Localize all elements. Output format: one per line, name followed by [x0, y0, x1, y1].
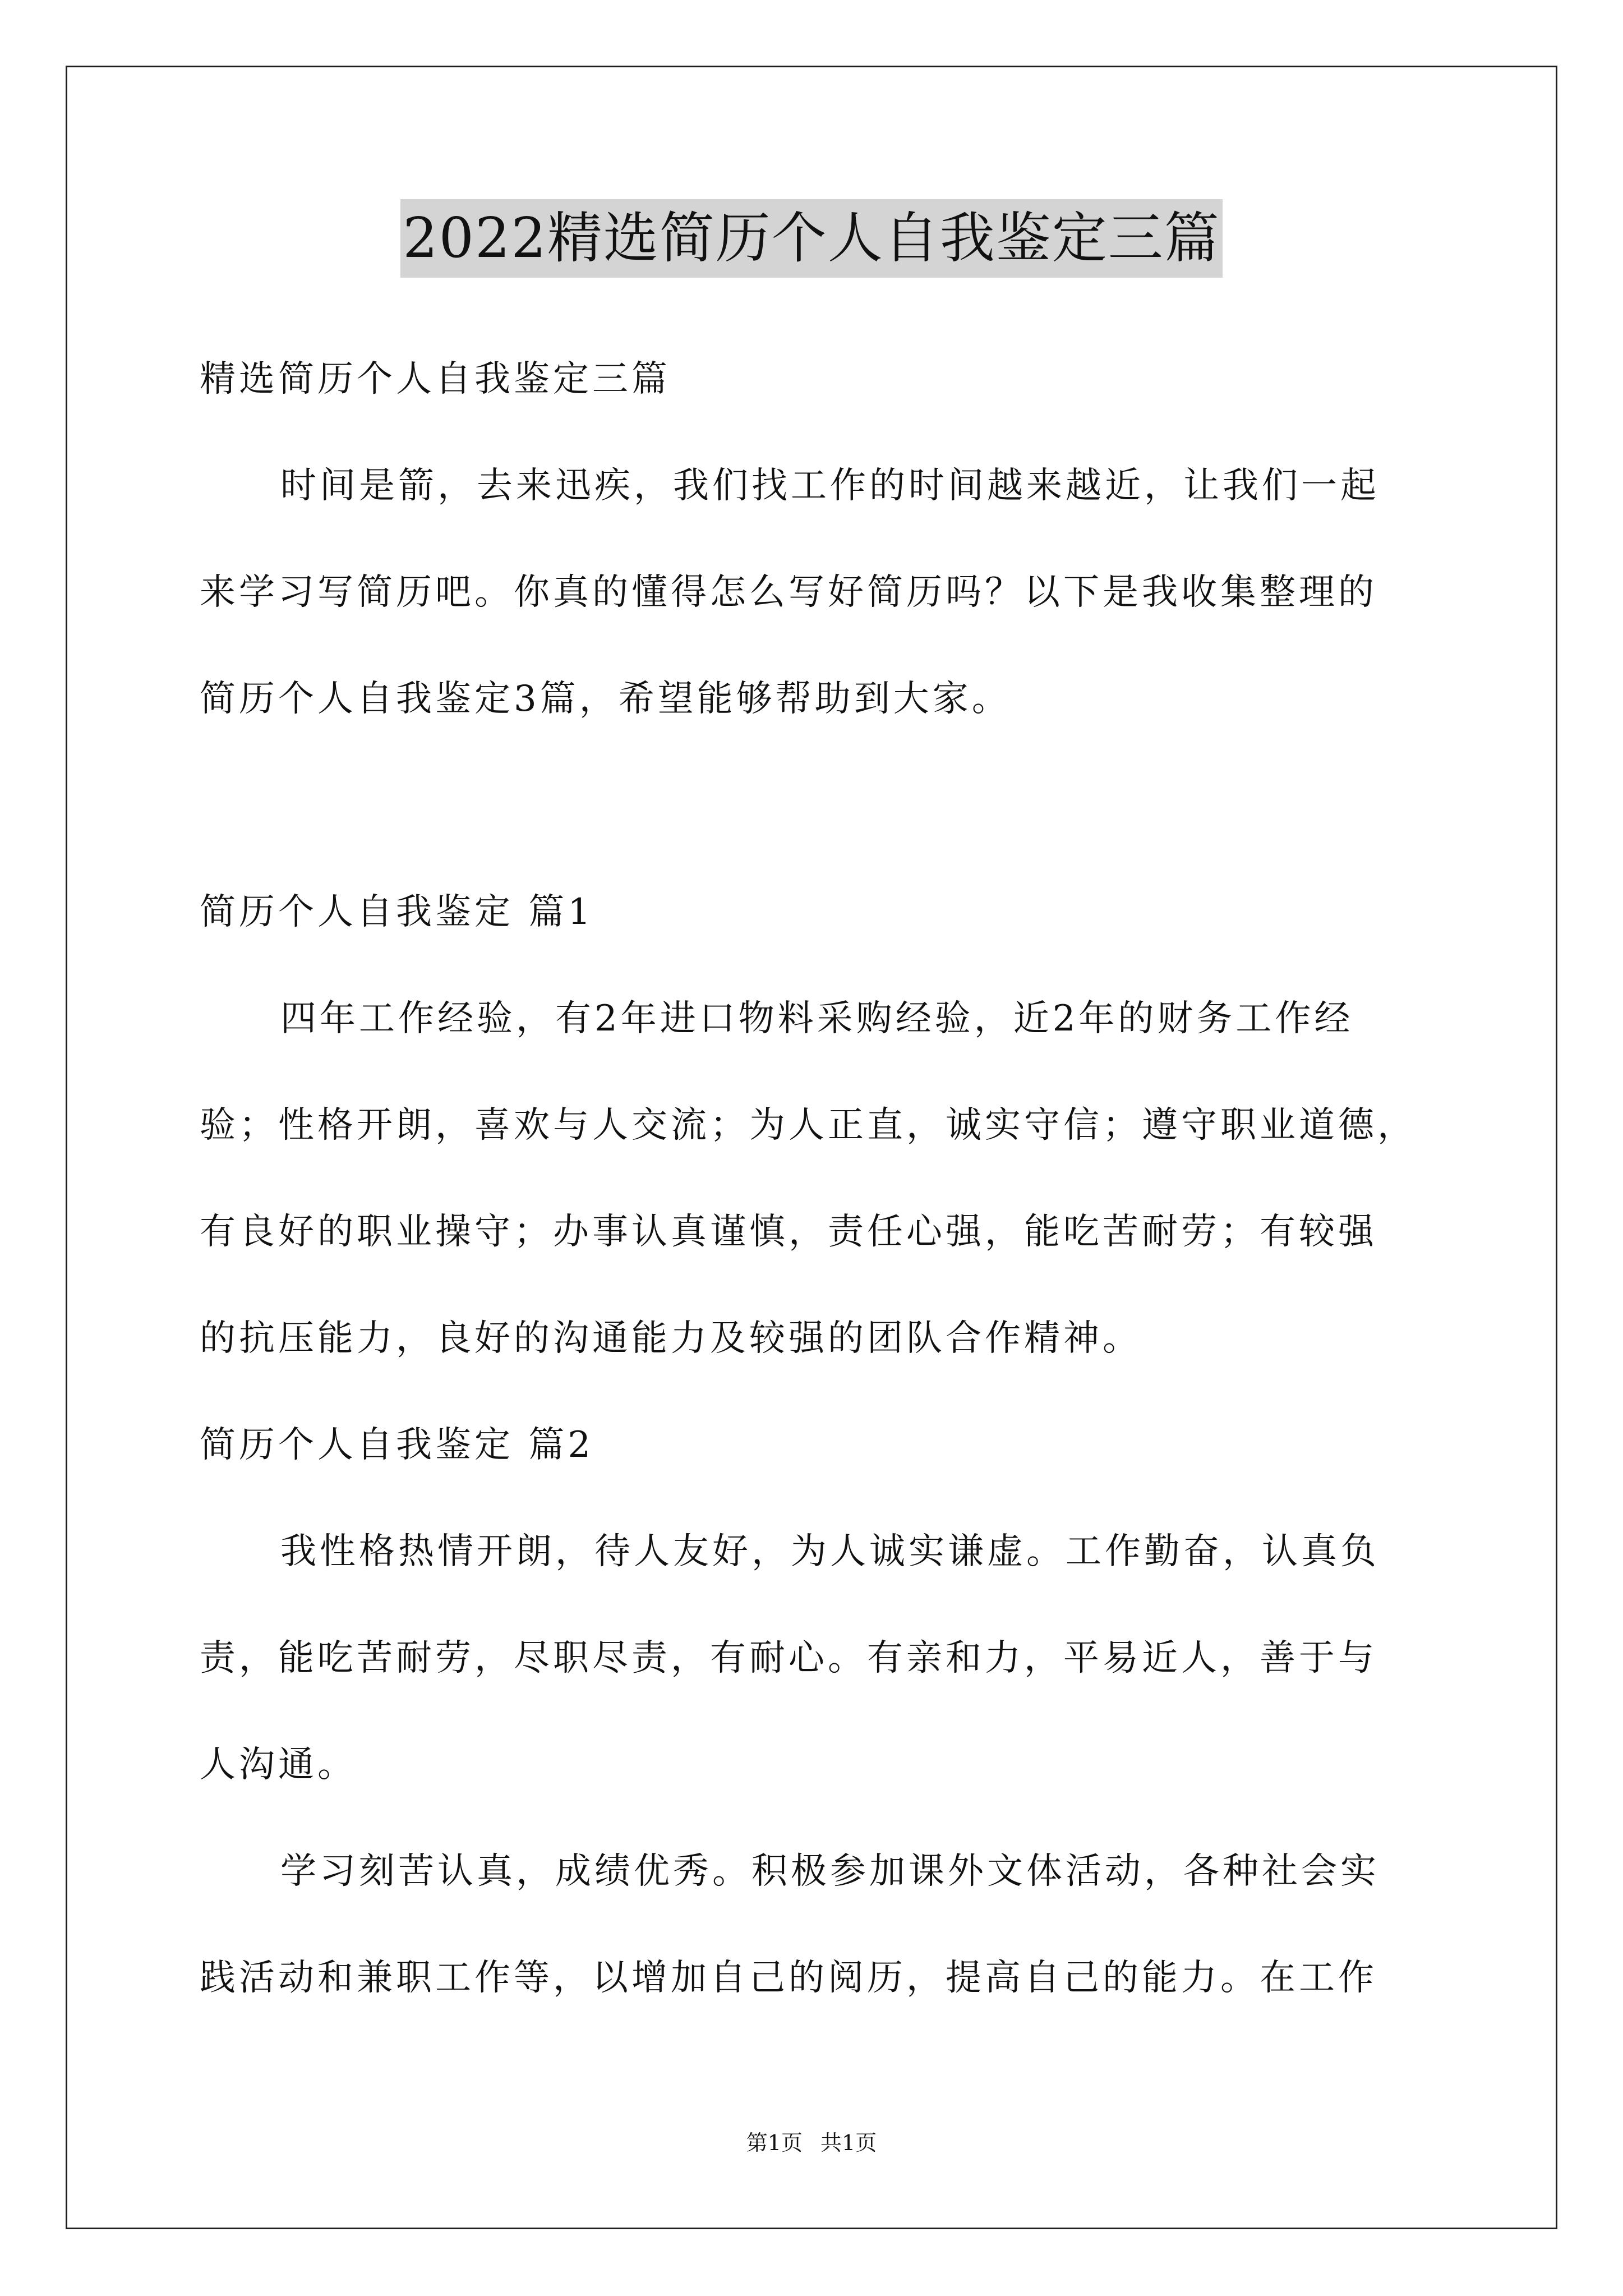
- paragraph-line: 有良好的职业操守；办事认真谨慎，责任心强，能吃苦耐劳；有较强: [200, 1211, 1377, 1253]
- section-heading-1: 简历个人自我鉴定 篇1: [200, 891, 594, 933]
- title-container: [0, 199, 1623, 278]
- paragraph-line: 人沟通。: [200, 1744, 357, 1786]
- page-footer: [0, 2129, 1623, 2157]
- page-total: 共1页: [820, 2131, 877, 2155]
- document-title: 2022精选简历个人自我鉴定三篇: [400, 199, 1222, 278]
- paragraph-line: 责，能吃苦耐劳，尽职尽责，有耐心。有亲和力，平易近人，善于与: [200, 1637, 1377, 1679]
- page-number: 第1页: [746, 2131, 803, 2155]
- paragraph-line: 来学习写简历吧。你真的懂得怎么写好简历吗？以下是我收集整理的: [200, 572, 1377, 613]
- paragraph-line: 践活动和兼职工作等，以增加自己的阅历，提高自己的能力。在工作: [200, 1957, 1377, 1999]
- section-heading-2: 简历个人自我鉴定 篇2: [200, 1424, 594, 1466]
- paragraph-line: 时间是箭，去来迅疾，我们找工作的时间越来越近，让我们一起: [280, 465, 1380, 507]
- paragraph-line: 验；性格开朗，喜欢与人交流；为人正直，诚实守信；遵守职业道德，: [200, 1105, 1417, 1146]
- paragraph-line: 四年工作经验，有2年进口物料采购经验，近2年的财务工作经: [280, 998, 1354, 1039]
- paragraph-line: 的抗压能力，良好的沟通能力及较强的团队合作精神。: [200, 1318, 1142, 1359]
- paragraph-line: 我性格热情开朗，待人友好，为人诚实谦虚。工作勤奋，认真负: [280, 1531, 1380, 1572]
- subtitle-line: 精选简历个人自我鉴定三篇: [200, 358, 671, 400]
- paragraph-line: 简历个人自我鉴定3篇，希望能够帮助到大家。: [200, 678, 1011, 720]
- paragraph-line: 学习刻苦认真，成绩优秀。积极参加课外文体活动，各种社会实: [280, 1851, 1380, 1892]
